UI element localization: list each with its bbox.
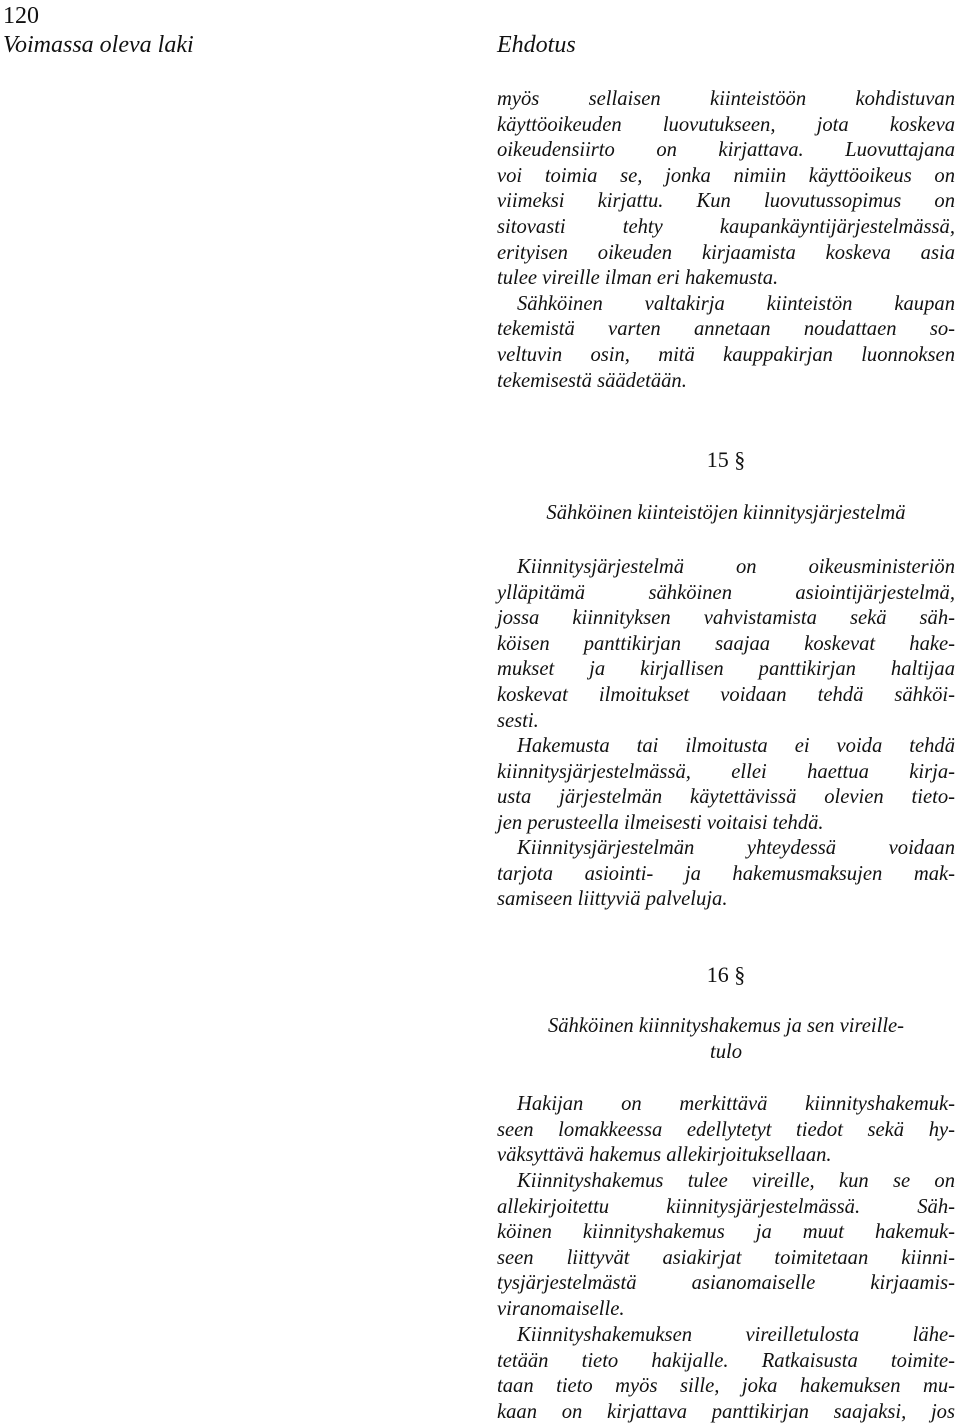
text-line: Sähköinen valtakirja kiinteistön kaupan: [517, 292, 955, 315]
text-line: kaan on kirjattava panttikirjan saajaksi, jos: [497, 1400, 955, 1423]
text-line: seen liittyvät asiakirjat toimitetaan kiinni-: [497, 1246, 955, 1269]
section-15-paragraph-3: [497, 836, 955, 913]
text-line: seen lomakkeessa edellytetyt tiedot sekä hy-: [497, 1118, 955, 1141]
section-16-paragraph-3: [497, 1323, 955, 1425]
section-15-paragraph-1: [497, 555, 955, 734]
text-line: käyttöoikeuden luovutukseen, jota koskeva: [497, 113, 955, 136]
text-line: köinen kiinnityshakemus ja muut hakemuk-: [497, 1221, 955, 1244]
text-line: usta järjestelmän käytettävissä olevien tieto-: [497, 786, 955, 809]
text-line: köisen panttikirjan saajaa koskevat hake-: [497, 632, 955, 655]
proposal-column-title: Ehdotus: [497, 32, 576, 58]
text-line: viranomaiselle.: [497, 1297, 625, 1320]
current-law-column-title: Voimassa oleva laki: [3, 32, 194, 58]
section-15-number: 15 §: [706, 447, 746, 472]
text-line: jossa kiinnityksen vahvistamista sekä säh-: [497, 607, 955, 630]
text-line: Kiinnitysjärjestelmä on oikeusministeriön: [517, 556, 955, 578]
text-line: sitovasti tehty kaupankäyntijärjestelmässä,: [497, 215, 955, 238]
intro-paragraph: [497, 87, 955, 394]
text-line: oikeudensiirto on kirjattava. Luovuttajana: [497, 139, 955, 162]
text-line: tulee vireille ilman eri hakemusta.: [497, 267, 779, 290]
text-line: koskevat ilmoitukset voidaan tehdä sähköi-: [497, 683, 955, 706]
text-line: ylläpitämä sähköinen asiointijärjestelmä,: [497, 581, 955, 604]
text-line: tekemistä varten annetaan noudattaen so-: [497, 318, 955, 341]
text-line: tekemisestä säädetään.: [497, 369, 687, 392]
text-line: sesti.: [497, 709, 539, 732]
section-15-title: Sähköinen kiinteistöjen kiinnitysjärjestelmä: [546, 502, 906, 524]
page-number: 120: [3, 3, 39, 29]
text-line: erityisen oikeuden kirjaamista koskeva asia: [497, 241, 955, 264]
text-line: Hakijan on merkittävä kiinnityshakemuk-: [517, 1093, 955, 1115]
section-16-title-line: Sähköinen kiinnityshakemus ja sen vireille-: [547, 1015, 905, 1037]
text-line: tarjota asiointi- ja hakemusmaksujen mak-: [497, 862, 955, 885]
text-line: voi toimia se, jonka nimiin käyttöoikeus on: [497, 164, 955, 187]
text-line: kiinnitysjärjestelmässä, ellei haettua kirja-: [497, 760, 955, 783]
text-line: Kiinnityshakemuksen vireilletulosta lähe-: [517, 1324, 955, 1346]
text-line: tysjärjestelmästä asianomaiselle kirjaamis-: [497, 1272, 955, 1295]
text-line: myös sellaisen kiinteistöön kohdistuvan: [497, 88, 955, 110]
section-16-paragraph-2: [497, 1169, 955, 1323]
text-line: Kiinnitysjärjestelmän yhteydessä voidaan: [517, 837, 955, 859]
text-line: samiseen liittyviä palveluja.: [497, 888, 728, 911]
text-line: väksyttävä hakemus allekirjoituksellaan.: [497, 1144, 832, 1167]
text-line: Kiinnityshakemus tulee vireille, kun se on: [517, 1170, 955, 1192]
text-line: tetään tieto hakijalle. Ratkaisusta toimite-: [497, 1349, 955, 1372]
text-line: Hakemusta tai ilmoitusta ei voida tehdä: [517, 735, 955, 757]
text-line: jen perusteella ilmeisesti voitaisi tehdä.: [497, 811, 824, 834]
section-16-title-line: tulo: [709, 1040, 743, 1063]
text-line: allekirjoitettu kiinnitysjärjestelmässä. Säh-: [497, 1195, 955, 1218]
text-line: taan tieto myös sille, joka hakemuksen mu-: [497, 1375, 955, 1398]
text-line: viimeksi kirjattu. Kun luovutussopimus on: [497, 190, 955, 213]
section-16-number: 16 §: [706, 962, 746, 987]
section-15-paragraph-2: [497, 734, 955, 836]
section-16-title: [497, 1014, 955, 1065]
section-16-paragraph-1: [497, 1092, 955, 1169]
text-line: veltuvin osin, mitä kauppakirjan luonnoksen: [497, 343, 955, 366]
text-line: mukset ja kirjallisen panttikirjan haltijaa: [497, 658, 955, 681]
